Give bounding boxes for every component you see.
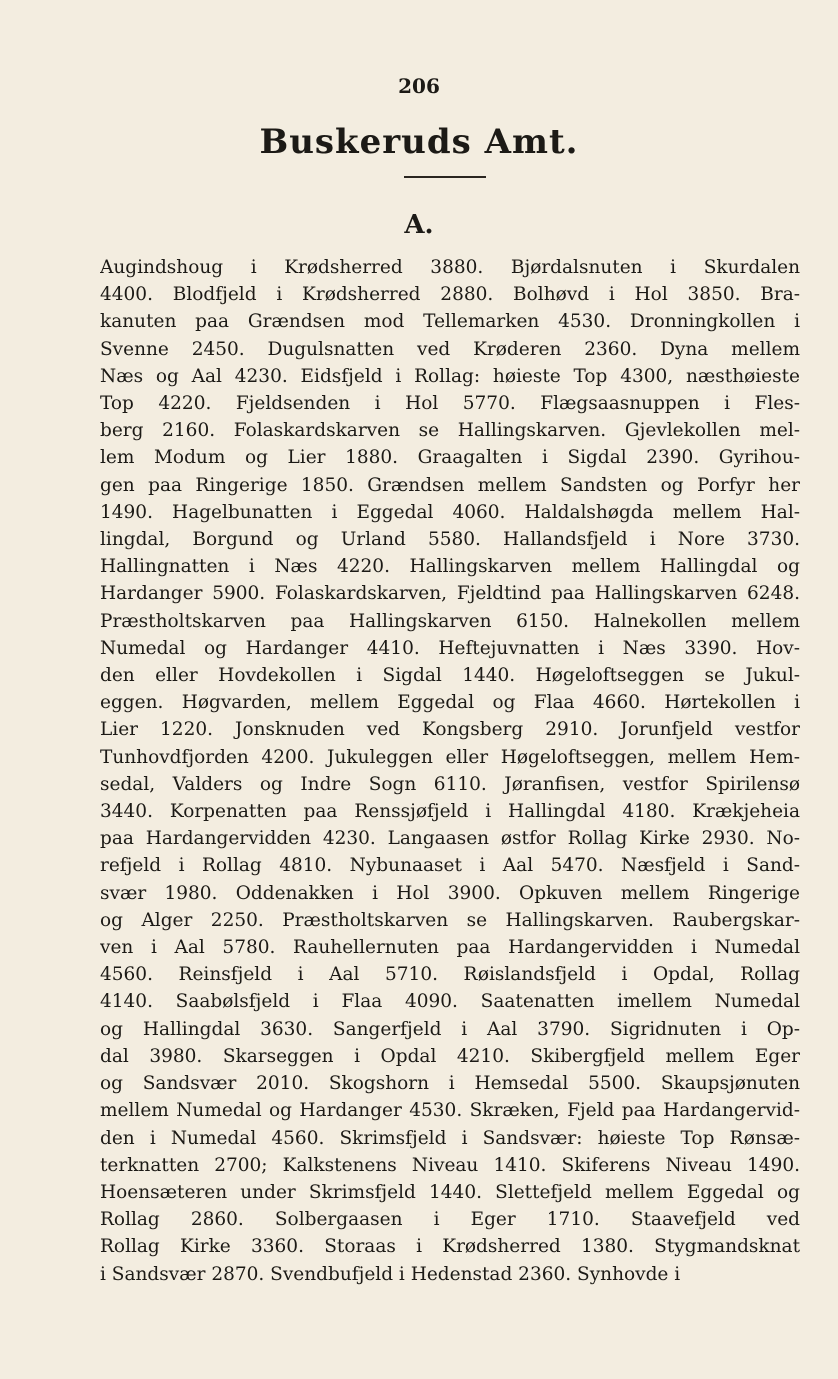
- page-title: Buskeruds Amt.: [259, 122, 579, 162]
- text-line: Præstholtskarven paa Hallingskarven 6150. Halnekollen mellem: [100, 610, 800, 632]
- text-line: Tunhovdfjorden 4200. Jukuleggen eller Høgeloftseggen, mellem Hem-: [100, 746, 800, 768]
- text-line: Hallingnatten i Næs 4220. Hallingskarven mellem Hallingdal og: [100, 556, 800, 578]
- text-line: terknatten 2700; Kalkstenens Niveau 1410. Skiferens Niveau 1490.: [100, 1154, 800, 1176]
- text-line: gen paa Ringerige 1850. Grændsen mellem Sandsten og Porfyr her: [100, 474, 800, 496]
- text-line: Rollag Kirke 3360. Storaas i Krødsherred 1380. Stygmandsknat: [100, 1236, 800, 1258]
- text-line: Hardanger 5900. Folaskardskarven, Fjeldtind paa Hallingskarven 6248.: [100, 583, 800, 605]
- text-line: paa Hardangervidden 4230. Langaasen østfor Rollag Kirke 2930. No-: [100, 828, 800, 850]
- text-line: lingdal, Borgund og Urland 5580. Hallandsfjeld i Nore 3730.: [100, 529, 800, 551]
- text-line: 4140. Saabølsfjeld i Flaa 4090. Saatenatten imellem Numedal: [100, 991, 800, 1013]
- text-line: og Alger 2250. Præstholtskarven se Hallingskarven. Raubergskar-: [100, 909, 800, 931]
- text-line: 4560. Reinsfjeld i Aal 5710. Røislandsfjeld i Opdal, Rollag: [100, 964, 800, 986]
- section-heading: A.: [404, 210, 434, 240]
- text-line: Næs og Aal 4230. Eidsfjeld i Rollag: høieste Top 4300, næsthøieste: [100, 365, 800, 387]
- text-line: og Sandsvær 2010. Skogshorn i Hemsedal 5500. Skaupsjønuten: [100, 1073, 800, 1095]
- text-line: og Hallingdal 3630. Sangerfjeld i Aal 3790. Sigridnuten i Op-: [100, 1018, 800, 1040]
- text-line: svær 1980. Oddenakken i Hol 3900. Opkuven mellem Ringerige: [100, 882, 800, 904]
- text-line: mellem Numedal og Hardanger 4530. Skræken, Fjeld paa Hardangervid-: [100, 1100, 800, 1122]
- body-text: [100, 254, 800, 1288]
- text-line: refjeld i Rollag 4810. Nybunaaset i Aal 5470. Næsfjeld i Sand-: [100, 855, 800, 877]
- text-line: 3440. Korpenatten paa Renssjøfjeld i Hallingdal 4180. Krækjeheia: [100, 801, 800, 823]
- text-line: den eller Hovdekollen i Sigdal 1440. Høgeloftseggen se Jukul-: [100, 665, 800, 687]
- text-line: Numedal og Hardanger 4410. Heftejuvnatten i Næs 3390. Hov-: [100, 637, 800, 659]
- text-line: den i Numedal 4560. Skrimsfjeld i Sandsvær: høieste Top Rønsæ-: [100, 1127, 800, 1149]
- text-line: Augindshoug i Krødsherred 3880. Bjørdalsnuten i Skurdalen: [100, 257, 800, 278]
- text-line: sedal, Valders og Indre Sogn 6110. Jøranfisen, vestfor Spirilensø: [100, 773, 800, 795]
- text-line: Top 4220. Fjeldsenden i Hol 5770. Flægsaasnuppen i Fles-: [100, 393, 800, 415]
- text-line: 1490. Hagelbunatten i Eggedal 4060. Haldalshøgda mellem Hal-: [100, 501, 800, 523]
- text-line: i Sandsvær 2870. Svendbufjeld i Hedenstad 2360. Synhovde i: [100, 1263, 681, 1285]
- text-line: Lier 1220. Jonsknuden ved Kongsberg 2910. Jorunfjeld vestfor: [100, 719, 800, 741]
- text-line: kanuten paa Grændsen mod Tellemarken 4530. Dronningkollen i: [100, 311, 800, 333]
- text-line: dal 3980. Skarseggen i Opdal 4210. Skibergfjeld mellem Eger: [100, 1045, 800, 1067]
- text-line: Rollag 2860. Solbergaasen i Eger 1710. Staavefjeld ved: [100, 1209, 800, 1231]
- text-line: eggen. Høgvarden, mellem Eggedal og Flaa 4660. Hørtekollen i: [100, 692, 800, 714]
- text-line: lem Modum og Lier 1880. Graagalten i Sigdal 2390. Gyrihou-: [100, 447, 800, 469]
- text-line: 4400. Blodfjeld i Krødsherred 2880. Bolhøvd i Hol 3850. Bra-: [100, 284, 800, 306]
- page-number: 206: [398, 74, 440, 98]
- text-line: berg 2160. Folaskardskarven se Hallingskarven. Gjevlekollen mel-: [100, 420, 800, 442]
- text-line: Hoensæteren under Skrimsfjeld 1440. Slettefjeld mellem Eggedal og: [100, 1181, 800, 1203]
- text-line: ven i Aal 5780. Rauhellernuten paa Hardangervidden i Numedal: [100, 937, 800, 959]
- text-line: Svenne 2450. Dugulsnatten ved Krøderen 2360. Dyna mellem: [100, 338, 800, 360]
- title-divider: [404, 176, 486, 178]
